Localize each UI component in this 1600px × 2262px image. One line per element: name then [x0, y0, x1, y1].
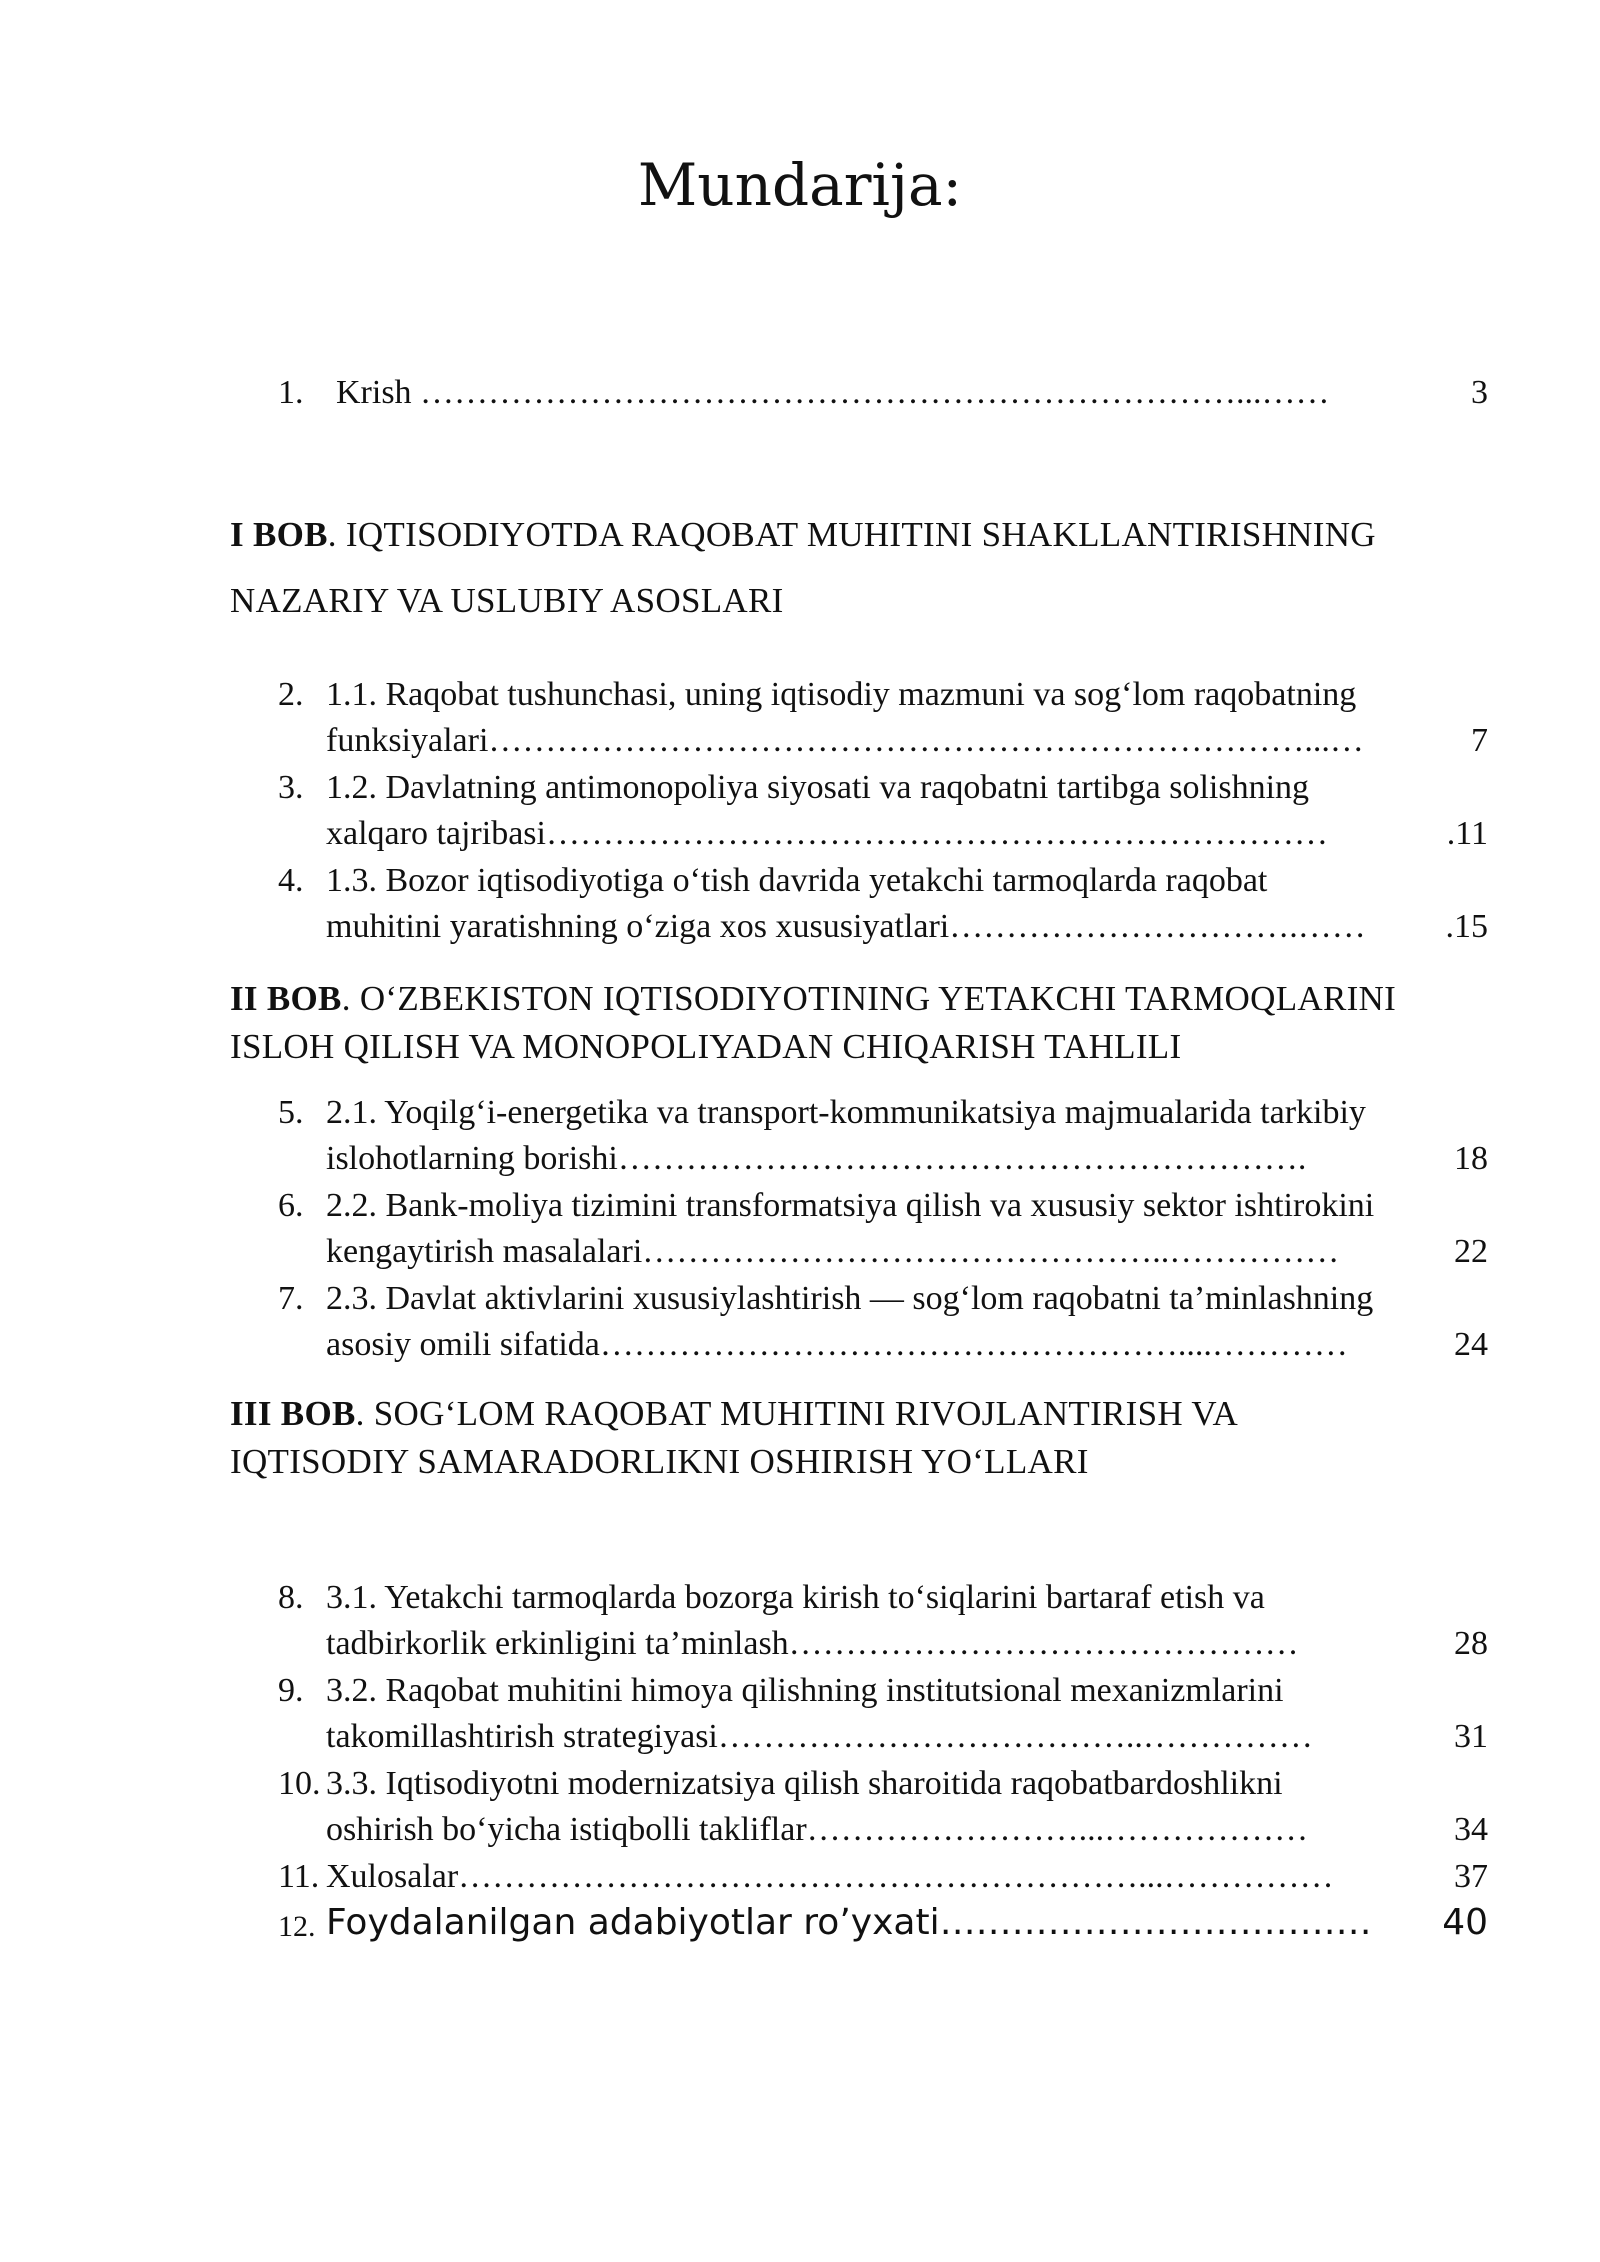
toc-entry-page: 7: [1471, 722, 1488, 759]
toc-entry-line1: Foydalanilgan adabiyotlar ro’yxati………………………………: [326, 1902, 1372, 1943]
toc-entry: [278, 672, 1488, 764]
toc-entry-line1: 1.3. Bozor iqtisodiyotiga o‘tish davrida yetakchi tarmoqlarda raqobat: [326, 862, 1268, 899]
chapter-title-line1: . IQTISODIYOTDA RAQOBAT MUHITINI SHAKLLANTIRISHNING: [327, 515, 1376, 554]
toc-entry: [278, 1183, 1488, 1275]
toc-entry-line1: 2.2. Bank-moliya tizimini transformatsiya qilish va xususiy sektor ishtirokini: [326, 1187, 1375, 1224]
toc-entry-number: 8.: [278, 1579, 304, 1616]
toc-entry-page: 40: [1442, 1902, 1488, 1943]
toc-entry-line1: 1.1. Raqobat tushunchasi, uning iqtisodiy mazmuni va sog‘lom raqobatning: [326, 676, 1357, 713]
toc-entry-number: 3.: [278, 769, 304, 806]
toc-entry-line2: islohotlarning borishi…………………………………………………….: [326, 1140, 1307, 1177]
toc-entry-page: 37: [1454, 1858, 1488, 1895]
toc-entry-line1: 3.1. Yetakchi tarmoqlarda bozorga kirish to‘siqlarini bartaraf etish va: [326, 1579, 1265, 1616]
chapter-heading-1: [230, 502, 1510, 634]
toc-entry-line2: oshirish bo‘yicha istiqbolli takliflar……………………...………………: [326, 1811, 1309, 1848]
chapter-title-line2: ISLOH QILISH VA MONOPOLIYADAN CHIQARISH TAHLILI: [230, 1027, 1182, 1066]
page-title: Mundarija:: [637, 151, 963, 219]
toc-entry-line2: kengaytirish masalalari………………………………………..……………: [326, 1233, 1340, 1270]
toc-entry-intro: [278, 370, 1488, 416]
chapter-title-line1: . SOG‘LOM RAQOBAT MUHITINI RIVOJLANTIRISH VA: [355, 1394, 1239, 1433]
toc-entry-page: 28: [1454, 1625, 1488, 1662]
toc-entry-page: .11: [1446, 815, 1488, 852]
toc-entry-page: 34: [1454, 1811, 1488, 1848]
toc-entry-page: .15: [1445, 908, 1488, 945]
toc-entry: [278, 858, 1488, 950]
toc-entry: [278, 1761, 1488, 1853]
toc-entry-page: 22: [1454, 1233, 1488, 1270]
chapter-title-line1: . O‘ZBEKISTON IQTISODIYOTINING YETAKCHI TARMOQLARINI: [341, 979, 1397, 1018]
toc-entry-number: 9.: [278, 1672, 304, 1709]
toc-entry-line1: Xulosalar……………………………………………………...……………: [326, 1858, 1334, 1895]
toc-entry-number: 11.: [278, 1858, 320, 1895]
toc-entry-page: 24: [1454, 1326, 1488, 1363]
chapter-title-line2: IQTISODIY SAMARADORLIKNI OSHIRISH YO‘LLARI: [230, 1442, 1089, 1481]
toc-entry-page: 3: [1471, 374, 1488, 411]
toc-entry-line2: asosiy omili sifatida……………………………………………....…………: [326, 1326, 1348, 1363]
toc-entry-line2: tadbirkorlik erkinligini ta’minlash………………………………………: [326, 1625, 1299, 1662]
toc-entry: [278, 1854, 1488, 1900]
toc-entry: [278, 1090, 1488, 1182]
toc-entry-line2: xalqaro tajribasi……………………………………………………………: [326, 815, 1328, 852]
chapter-heading-2: [230, 975, 1510, 1071]
toc-entry-text: Krish ………………………………………………………………...……: [336, 374, 1330, 411]
toc-entry-number: 7.: [278, 1280, 304, 1317]
toc-entry-line1: 2.1. Yoqilg‘i-energetika va transport-kommunikatsiya majmualarida tarkibiy: [326, 1094, 1366, 1131]
chapter-heading-3: [230, 1390, 1510, 1486]
toc-entry-line1: 1.2. Davlatning antimonopoliya siyosati va raqobatni tartibga solishning: [326, 769, 1310, 806]
toc-entry-line1: 3.3. Iqtisodiyotni modernizatsiya qilish sharoitida raqobatbardoshlikni: [326, 1765, 1283, 1802]
toc-entry-number: 5.: [278, 1094, 304, 1131]
toc-entry-number: 6.: [278, 1187, 304, 1224]
toc-entry: [278, 1900, 1488, 1950]
chapter-label: III BOB: [230, 1394, 356, 1433]
toc-entry: [278, 765, 1488, 857]
toc-entry: [278, 1575, 1488, 1667]
toc-entry-number: 12.: [278, 1910, 316, 1943]
toc-entry-number: 10.: [278, 1765, 321, 1802]
toc-entry: [278, 1276, 1488, 1368]
toc-entry-page: 31: [1454, 1718, 1488, 1755]
toc-entry-line2: funksiyalari………………………………………………………………...…: [326, 722, 1364, 759]
toc-entry-number: 4.: [278, 862, 304, 899]
toc-entry-line2: muhitini yaratishning o‘ziga xos xususiyatlari………………………….……: [326, 908, 1366, 945]
toc-entry-line2: takomillashtirish strategiyasi………………………………..……………: [326, 1718, 1313, 1755]
toc-entry: [278, 1668, 1488, 1760]
toc-entry-line1: 3.2. Raqobat muhitini himoya qilishning institutsional mexanizmlarini: [326, 1672, 1284, 1709]
chapter-label: II BOB: [230, 979, 342, 1018]
toc-entry-number: 2.: [278, 676, 304, 713]
chapter-label: I BOB: [230, 515, 328, 554]
toc-entry-page: 18: [1454, 1140, 1488, 1177]
toc-entry-line1: 2.3. Davlat aktivlarini xususiylashtirish — sog‘lom raqobatni ta’minlashning: [326, 1280, 1374, 1317]
toc-entry-number: 1.: [278, 374, 304, 411]
chapter-title-line2: NAZARIY VA USLUBIY ASOSLARI: [230, 581, 784, 620]
